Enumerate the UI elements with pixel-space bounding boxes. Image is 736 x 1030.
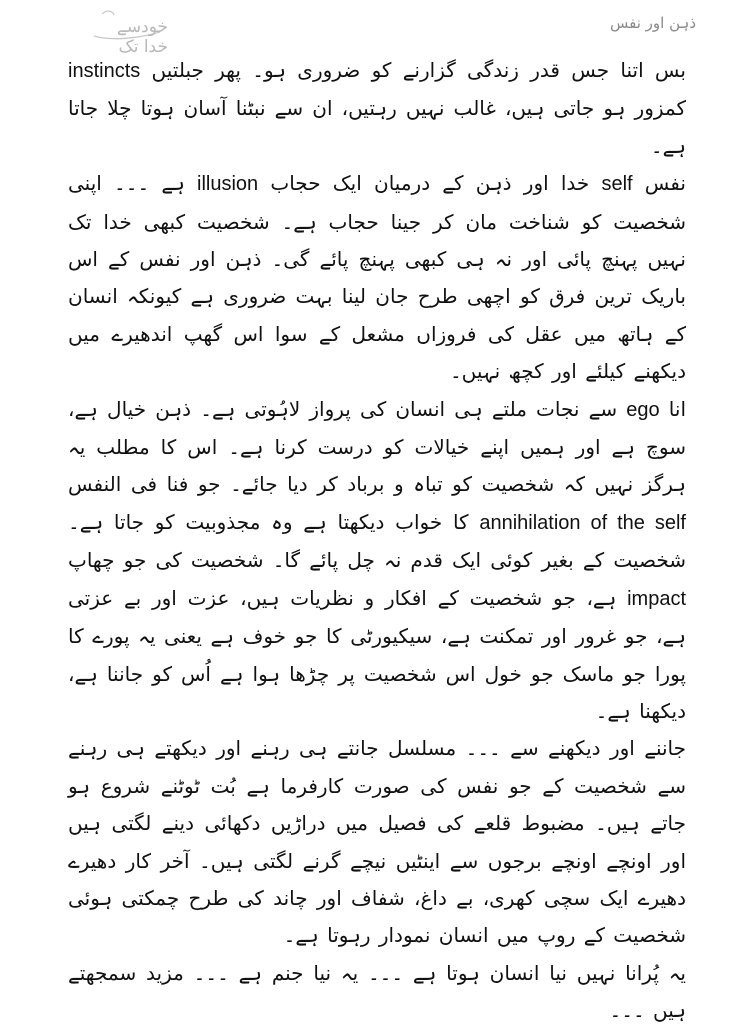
english-term: self [601, 173, 633, 196]
urdu-text-run: کا خواب دیکھتا ہے وہ مجذوبیت کو جاتا ہے۔ شخصیت کے بغیر کوئی ایک قدم نہ چل پائے گا۔ شخصیت کی جو چھاپ [68, 509, 686, 573]
urdu-text-run: نفس [632, 171, 686, 196]
english-term: ego [626, 398, 660, 421]
english-term: instincts [68, 60, 141, 82]
page-header [0, 6, 736, 57]
urdu-text-run: سے نجات ملتے ہی انسان کی پرواز لاہُوتی ہے۔ ذہن خیال ہے، سوچ ہے اور ہمیں اپنے خیالات کو درست کرنا ہے۔ اس کا مطلب یہ ہرگز نہیں کہ شخصیت کو تباہ و برباد کر دیا جائے۔ جو فنا فی النفس [68, 396, 686, 497]
urdu-text-run: ہے ۔۔۔ اپنی شخصیت کو شناخت مان کر جینا حجاب ہے۔ شخصیت کبھی خدا تک نہیں پہنچ پائی اور نہ ہی کبھی پہنچ پائے گی۔ ذہن اور نفس کے اس باریک ترین فرق کو اچھی طرح جان لینا بہت ضروری ہے کیونکہ انسان کے ہاتھ میں عقل کی فروزاں مشعل کے سوا اس گھپ اندھیرے میں دیکھنے کیلئے اور کچھ نہیں۔ [68, 171, 686, 384]
paragraph [68, 730, 686, 954]
paragraph [68, 955, 686, 1030]
paragraph [68, 391, 686, 731]
book-logo [88, 6, 168, 57]
urdu-text-run: انا [659, 396, 686, 421]
urdu-text-run: جاننے اور دیکھنے سے ۔۔۔ مسلسل جانتے ہی رہنے اور دیکھتے ہی رہنے سے شخصیت کے جو نفس کی صورت کارفرما ہے بُت ٹوٹنے شروع ہو جاتے ہیں۔ مضبوط قلعے کی فصیل میں دراڑیں دکھائی دینے لگتی ہیں اور اونچے اونچے برجوں سے اینٹیں نیچے گرنے لگتی ہیں۔ آخر کار دھیرے دھیرے ایک سچی کھری، بے داغ، شفاف اور چاند کی طرح چمکتی ہوئی شخصیت کے روپ میں انسان نمودار رہوتا ہے۔ [68, 736, 686, 948]
english-term: illusion [197, 173, 259, 196]
urdu-text-run: کمزور ہو جاتی ہیں، غالب نہیں رہتیں، ان سے نبٹنا آسان ہوتا چلا جاتا ہے۔ [68, 96, 686, 158]
urdu-text-run: ہے، جو شخصیت کے افکار و نظریات ہیں، عزت اور بے عزتی ہے، جو غرور اور تمکنت ہے، سیکیورٹی کا جو خوف ہے یعنی یہ پورے کا پورا جو ماسک جو خول اس شخصیت پر چڑھا ہوا ہے اُس کو جاننا ہے، دیکھنا ہے۔ [68, 585, 686, 723]
logo-text: خودسے خدا تک [116, 17, 168, 57]
urdu-text-run: خدا اور ذہن کے درمیان ایک حجاب [258, 171, 602, 196]
urdu-text-run: بس اتنا جس قدر زندگی گزارنے کو ضروری ہو۔ پھر جبلتیں [140, 58, 686, 82]
running-head-title: ذہن اور نفس [610, 14, 696, 32]
paragraph [68, 52, 686, 165]
english-term: annihilation of the self [479, 511, 686, 534]
urdu-text-run: یہ پُرانا نہیں نیا انسان ہوتا ہے ۔۔۔ یہ نیا جنم ہے ۔۔۔ مزید سمجھتے ہیں ۔۔۔ [68, 960, 686, 1023]
english-term: impact [627, 587, 686, 610]
body-text [68, 52, 686, 1030]
paragraph [68, 165, 686, 390]
